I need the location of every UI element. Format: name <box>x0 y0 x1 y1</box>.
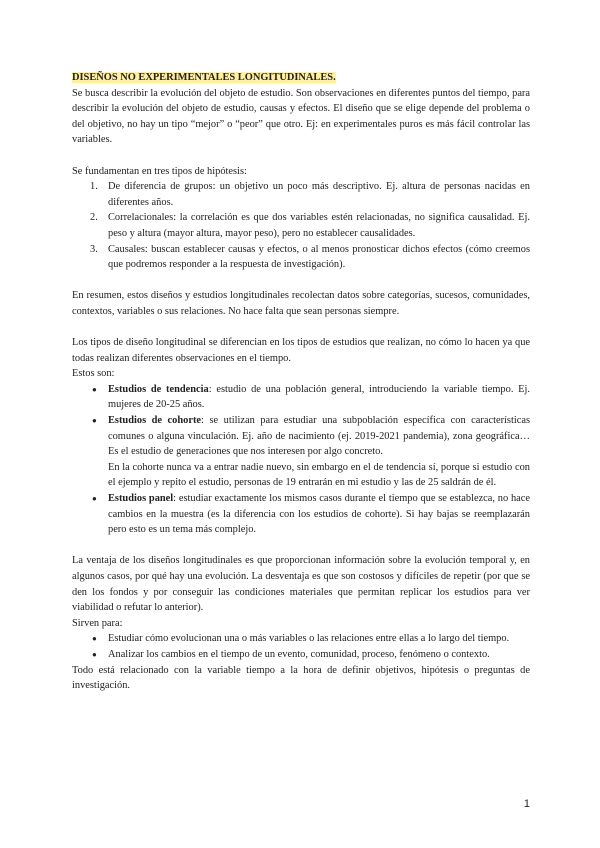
section-title: DISEÑOS NO EXPERIMENTALES LONGITUDINALES. <box>72 72 336 83</box>
bullet-icon: ● <box>92 384 97 394</box>
intro-paragraph: Se busca describir la evolución del objeto de estudio. Son observaciones en diferentes puntos del tiempo, para describir la evolución del objeto de estudio, causas y efectos. El diseño que se elige depende del problema o del objetivo, no hay un tipo “mejor” o “peor” que otro. Ej: en experimentales puros es más fácil controlar las variables. <box>72 87 530 146</box>
types-list <box>72 382 530 538</box>
list-item: ● Analizar los cambios en el tiempo de un evento, comunidad, proceso, fenómeno o contexto. <box>72 647 530 663</box>
hypotheses-lead: Se fundamentan en tres tipos de hipótesis: <box>72 165 247 177</box>
list-item: ● Estudiar cómo evolucionan una o más variables o las relaciones entre ellas a lo largo del tiempo. <box>72 631 530 647</box>
bullet-icon: ● <box>92 649 97 659</box>
page-number: 1 <box>523 798 530 810</box>
types-lead-2: Estos son: <box>72 368 115 380</box>
list-item: ● Estudios panel: estudiar exactamente los mismos casos durante el tiempo que se establezca, no hace cambios en la muestra (es la diferencia con los estudios de cohorte). Si hay bajas se reemplazarán pero esto es un tema más complejo. <box>92 493 531 536</box>
document-page <box>72 70 530 694</box>
summary-paragraph: En resumen, estos diseños y estudios longitudinales recolectan datos sobre categorías, sucesos, comunidades, contextos, variables o sus relaciones. No hace falta que sean personas siempre. <box>72 290 530 317</box>
list-item: 2. Correlacionales: la correlación es que dos variables estén relacionadas, no significa causalidad. Ej. peso y altura (mayor altura, mayor peso), pero no establecer causalidades. <box>90 212 530 239</box>
types-lead: Los tipos de diseño longitudinal se diferencian en los tipos de estudios que realizan, no cómo lo hacen ya que todas realizan diferentes observaciones en el tiempo. <box>72 337 530 364</box>
list-item: 1. De diferencia de grupos: un objetivo un poco más descriptivo. Ej. altura de personas nacidas en diferentes años. <box>90 181 530 208</box>
uses-lead: Sirven para: <box>72 617 123 629</box>
closing-paragraph: Todo está relacionado con la variable tiempo a la hora de definir objetivos, hipótesis o preguntas de investigación. <box>72 664 530 692</box>
hypotheses-list <box>72 179 530 273</box>
list-item: ● Estudios de tendencia: estudio de una población general, introduciendo la variable tiempo. Ej. mujeres de 20-25 años. <box>92 383 530 411</box>
uses-list <box>72 631 530 662</box>
bullet-icon: ● <box>92 494 97 504</box>
cohort-note: En la cohorte nunca va a entrar nadie nuevo, sin embargo en el de tendencia sí, porque si estudio con el ejemplo y repito el estudio, personas de 19 entrarán en mi estudio y las de 25 saldrán de él. <box>108 461 530 489</box>
list-item: 3. Causales: buscan establecer causas y efectos, o al menos pronosticar dichos efectos (cómo creemos que podremos responder a la respuesta de investigación). <box>90 243 530 271</box>
advantages-paragraph: La ventaja de los diseños longitudinales es que proporcionan información sobre la evolución temporal y, en algunos casos, por qué hay una evolución. La desventaja es que son costosos y difíciles de repetir (por que se den los fondos y por conseguir las condiciones materiales que permitan replicar los estudios para ver viabilidad o refutar lo anterior). <box>72 555 530 614</box>
bullet-icon: ● <box>92 416 97 426</box>
bullet-icon: ● <box>92 634 97 644</box>
list-item: ● Estudios de cohorte: se utilizan para estudiar una subpoblación específica con características comunes o alguna vinculación. Ej. año de nacimiento (ej. 2019-2021 pandemia), zona geográfica… Es el estudio de generaciones que nos interesen por algo concreto. En la cohorte nunca va a entrar nadie nuevo, sin embargo en el de tendencia sí, porque si estudio con el ejemplo y repito el estudio, personas de 19 entrarán en mi estudio y las de 25 saldrán de él. <box>72 413 530 491</box>
